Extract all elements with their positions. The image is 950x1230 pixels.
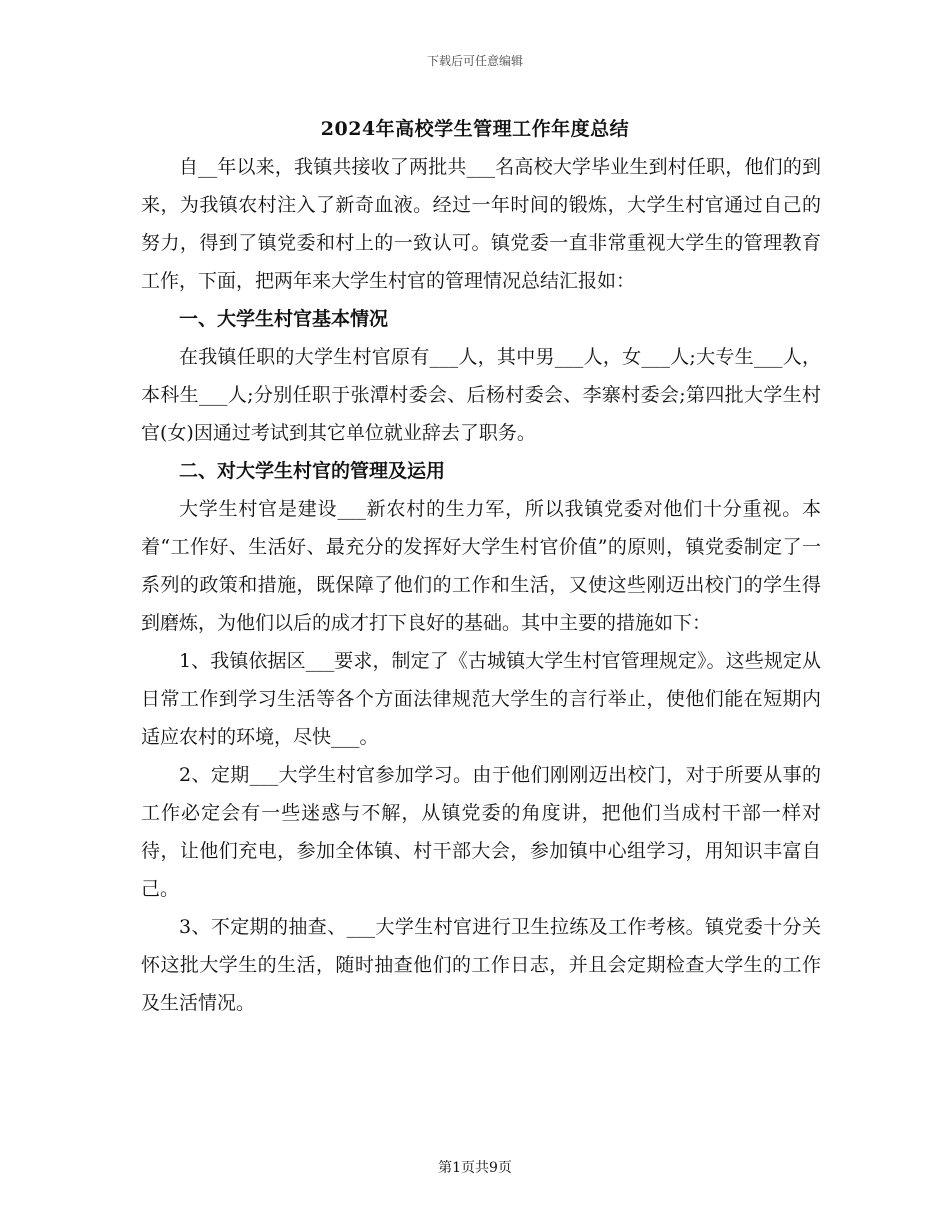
page-header-note: 下载后可任意编辑 bbox=[426, 54, 523, 68]
section-heading-1: 一、大学生村官基本情况 bbox=[179, 308, 389, 330]
section-1-paragraph: 在我镇任职的大学生村官原有___人，其中男___人，女___人;大专生___人，本科生___人;分别任职于张潭村委会、后杨村委会、李寨村委会;第四批大学生村官(女)因通过考试到其它单位就业辞去了职务。 bbox=[141, 346, 821, 444]
measure-1-paragraph: 1、我镇依据区___要求，制定了《古城镇大学生村官管理规定》。这些规定从日常工作到学习生活等各个方面法律规范大学生的言行举止，使他们能在短期内适应农村的环境，尽快___。 bbox=[141, 650, 821, 748]
page-number: 第1页共9页 bbox=[438, 1160, 512, 1176]
measure-3-paragraph: 3、不定期的抽查、___大学生村官进行卫生拉练及工作考核。镇党委十分关怀这批大学生的生活，随时抽查他们的工作日志，并且会定期检查大学生的工作及生活情况。 bbox=[141, 916, 821, 1014]
document-body bbox=[141, 148, 821, 1022]
intro-paragraph: 自__年以来，我镇共接收了两批共___名高校大学毕业生到村任职，他们的到来，为我镇农村注入了新奇血液。经过一年时间的锻炼，大学生村官通过自己的努力，得到了镇党委和村上的一致认可。镇党委一直非常重视大学生的管理教育工作，下面，把两年来大学生村官的管理情况总结汇报如： bbox=[141, 156, 821, 292]
document-title: 2024年高校学生管理工作年度总结 bbox=[320, 118, 630, 140]
section-heading-2: 二、对大学生村官的管理及运用 bbox=[179, 460, 446, 482]
section-2-paragraph: 大学生村官是建设___新农村的生力军，所以我镇党委对他们十分重视。本着“工作好、生活好、最充分的发挥好大学生村官价值”的原则，镇党委制定了一系列的政策和措施，既保障了他们的工作和生活，又使这些刚迈出校门的学生得到磨炼，为他们以后的成才打下良好的基础。其中主要的措施如下： bbox=[141, 498, 821, 634]
measure-2-paragraph: 2、定期___大学生村官参加学习。由于他们刚刚迈出校门，对于所要从事的工作必定会有一些迷惑与不解，从镇党委的角度讲，把他们当成村干部一样对待，让他们充电，参加全体镇、村干部大会，参加镇中心组学习，用知识丰富自己。 bbox=[141, 764, 821, 900]
